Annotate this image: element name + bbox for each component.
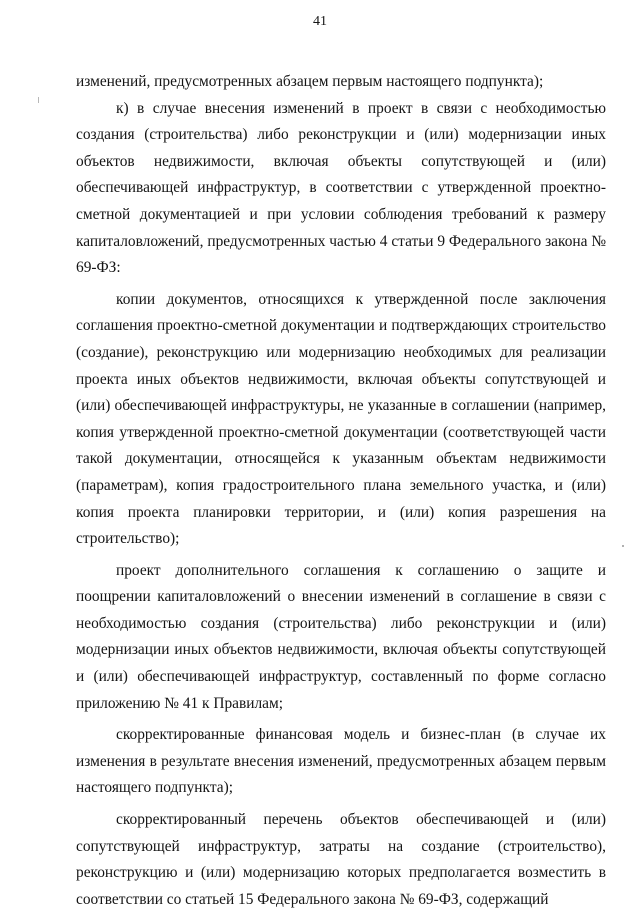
- scan-artifact-right: [622, 545, 624, 547]
- page-number: 41: [313, 14, 327, 29]
- paragraph-document-copies: копии документов, относящихся к утвержденной после заключения соглашения проектно-сметной документации и подтверждающих строительство (создание), реконструкцию или модернизацию необходимых для реализации проекта иных объектов недвижимости, включая объекты сопутствующей и (или) обеспечивающей инфраструктуры, не указанные в соглашении (например, копия утвержденной проектно-сметной документации (соответствующей части такой документации, относящейся к указанным объектам недвижимости (параметрам), копия градостроительного плана земельного участка, и (или) копия проекта планировки территории, и (или) копия разрешения на строительство);: [76, 290, 606, 548]
- paragraph-draft-agreement: проект дополнительного соглашения к соглашению о защите и поощрении капиталовложений о внесении изменений в соглашение в связи с необходимостью создания (строительства) либо реконструкции и (или) модернизации иных объектов недвижимости, включая объекты сопутствующей и (или) обеспечивающей инфраструктур, составленный по форме согласно приложению № 41 к Правилам;: [76, 561, 606, 712]
- paragraph-infrastructure-list: скорректированный перечень объектов обеспечивающей и (или) сопутствующей инфраструктур, затраты на создание (строительство), реконструкцию и (или) модернизацию которых предполагается возместить в соответствии со статьей 15 Федерального закона № 69-ФЗ, содержащий: [76, 811, 606, 908]
- paragraph-item-k: к) в случае внесения изменений в проект в связи с необходимостью создания (строительства) либо реконструкции и (или) модернизации иных объектов недвижимости, включая объекты сопутствующей и (или) обеспечивающей инфраструктур, в соответствии с утвержденной проектно-сметной документацией и при условии соблюдения требований к размеру капиталовложений, предусмотренных частью 4 статьи 9 Федерального закона № 69-ФЗ:: [76, 99, 606, 277]
- document-body: [76, 69, 606, 913]
- paragraph-continuation: изменений, предусмотренных абзацем первым настоящего подпункта);: [76, 73, 544, 90]
- scan-artifact-left: [38, 97, 39, 103]
- paragraph-financial-model: скорректированные финансовая модель и бизнес-план (в случае их изменения в результате внесения изменений, предусмотренных абзацем первым настоящего подпункта);: [76, 726, 606, 797]
